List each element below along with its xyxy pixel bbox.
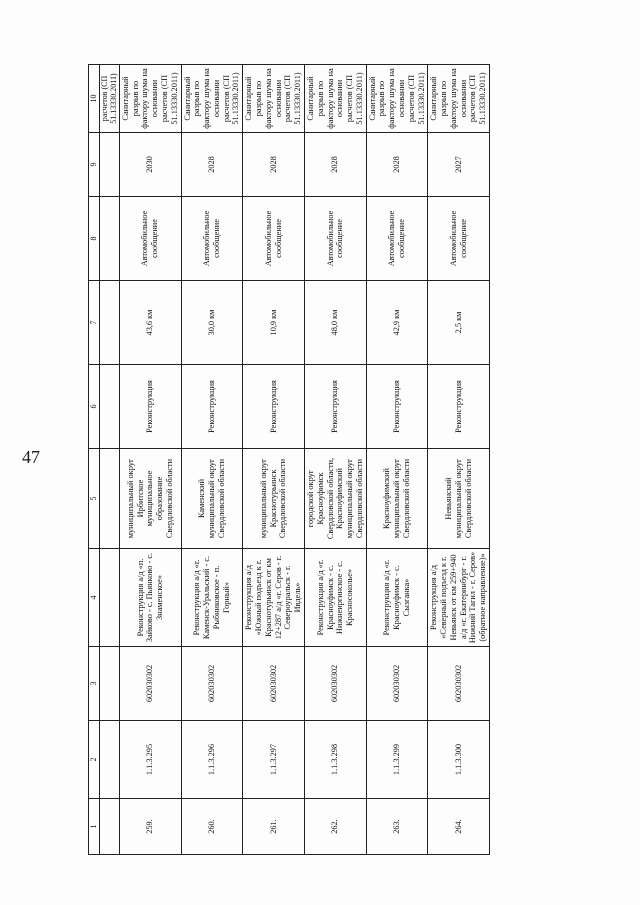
object-purpose: Автомобильное сообщение [366,197,428,281]
objects-table [88,64,490,855]
column-number: 6 [89,365,100,449]
object-type: Реконструкция [119,365,181,449]
object-name: Реконструкция а/д «Южный подъезд к г. Краснотурьинск от км 12+287 а/д «г. Серов - г. Североуральск - г. Ивдель» [243,549,305,647]
object-type: Реконструкция [304,365,366,449]
object-length: 42,9 км [366,281,428,365]
object-zone: Санитарный разрыв по фактору шума на основании расчетов (СП 51.13330.2011) [119,65,181,133]
table-row [366,65,428,855]
object-code: 1.1.3.296 [181,721,243,799]
object-location: Каменский муниципальный округ Свердловской области [181,449,243,549]
column-number: 7 [89,281,100,365]
object-length: 30,0 км [181,281,243,365]
object-type: Реконструкция [366,365,428,449]
object-name: Реконструкция а/д «г. Красноуфимск - с. Сызганка» [366,549,428,647]
table-row [428,65,490,855]
object-zone: Санитарный разрыв по фактору шума на основании расчетов (СП 51.13330.2011) [428,65,490,133]
object-code: 1.1.3.298 [304,721,366,799]
object-year: 2027 [428,133,490,197]
object-year: 2030 [119,133,181,197]
object-location: муниципальный округ Краснотурьинск Свердловской области [243,449,305,549]
object-zone: Санитарный разрыв по фактору шума на основании расчетов (СП 51.13330.2011) [366,65,428,133]
object-zone: Санитарный разрыв по фактору шума на основании расчетов (СП 51.13330.2011) [304,65,366,133]
object-zone: Санитарный разрыв по фактору шума на основании расчетов (СП 51.13330.2011) [243,65,305,133]
column-number: 9 [89,133,100,197]
object-purpose: Автомобильное сообщение [119,197,181,281]
row-number: 260. [181,799,243,855]
okato-code: 602030302 [119,647,181,721]
row-number: 261. [243,799,305,855]
object-length: 10,9 км [243,281,305,365]
continuation-row [100,65,120,855]
object-type: Реконструкция [181,365,243,449]
column-number: 4 [89,549,100,647]
object-length: 48,0 км [304,281,366,365]
object-year: 2028 [243,133,305,197]
page-number: 47 [22,447,40,467]
object-name: Реконструкция а/д «Северный подъезд к г. Невьянск от км 259+940 а/д «г. Екатеринбург - г. Нижний Тагил - г. Серов» (обратное направление)» [428,549,490,647]
okato-code: 602030302 [243,647,305,721]
object-purpose: Автомобильное сообщение [243,197,305,281]
continued-zone-cell: расчетов (СП 51.13330.2011) [100,65,120,133]
object-code: 1.1.3.299 [366,721,428,799]
object-code: 1.1.3.300 [428,721,490,799]
empty-cell [100,647,120,721]
table-container [88,65,488,855]
empty-cell [100,721,120,799]
object-name: Реконструкция а/д «г. Красноуфимск - с. Нижнеиргинское - с. Красносоколье» [304,549,366,647]
object-year: 2028 [304,133,366,197]
object-purpose: Автомобильное сообщение [181,197,243,281]
object-location: Красноуфимский муниципальный округ Свердловской области [366,449,428,549]
empty-cell [100,365,120,449]
object-type: Реконструкция [243,365,305,449]
table-row [304,65,366,855]
object-code: 1.1.3.295 [119,721,181,799]
object-location: муниципальный округ Ирбитское муниципальное образование Свердловской области [119,449,181,549]
empty-cell [100,799,120,855]
column-number: 8 [89,197,100,281]
row-number: 264. [428,799,490,855]
empty-cell [100,133,120,197]
object-length: 43,6 км [119,281,181,365]
column-number: 2 [89,721,100,799]
column-number: 3 [89,647,100,721]
object-zone: Санитарный разрыв по фактору шума на основании расчетов (СП 51.13330.2011) [181,65,243,133]
table-row [119,65,181,855]
column-number-row [89,65,100,855]
okato-code: 602030302 [304,647,366,721]
column-number: 10 [89,65,100,133]
object-year: 2028 [366,133,428,197]
row-number: 263. [366,799,428,855]
object-type: Реконструкция [428,365,490,449]
empty-cell [100,449,120,549]
object-code: 1.1.3.297 [243,721,305,799]
table-row [243,65,305,855]
row-number: 259. [119,799,181,855]
table-row [181,65,243,855]
okato-code: 602030302 [366,647,428,721]
object-year: 2028 [181,133,243,197]
object-name: Реконструкция а/д «п. Зайково - с. Пьянково - с. Знаменское» [119,549,181,647]
object-location: Невьянский муниципальный округ Свердловской области [428,449,490,549]
object-purpose: Автомобильное сообщение [304,197,366,281]
object-name: Реконструкция а/д «г. Каменск-Уральский - с. Рыбниковское - п. Горный» [181,549,243,647]
empty-cell [100,197,120,281]
empty-cell [100,281,120,365]
empty-cell [100,549,120,647]
object-purpose: Автомобильное сообщение [428,197,490,281]
column-number: 5 [89,449,100,549]
okato-code: 602030302 [181,647,243,721]
row-number: 262. [304,799,366,855]
object-location: городской округ Красноуфимск Свердловской области, Красноуфимский муниципальный округ Свердловской области [304,449,366,549]
column-number: 1 [89,799,100,855]
okato-code: 602030302 [428,647,490,721]
object-length: 2,5 км [428,281,490,365]
